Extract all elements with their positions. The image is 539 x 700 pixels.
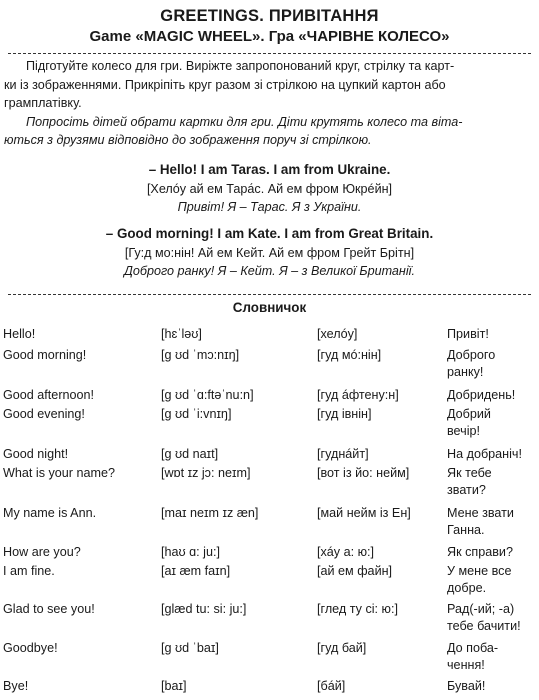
vocab-cyrillic: [гуднáйт] [317, 447, 369, 461]
vocab-ukrainian-line: Доброго [447, 348, 496, 362]
vocab-ipa: [g ʊd ˈɑ:ftəˈnu:n] [161, 388, 254, 402]
divider-top [8, 53, 531, 54]
vocab-ukrainian [447, 347, 495, 380]
vocab-english: Good night! [3, 447, 69, 461]
vocab-cyrillic: [гуд мó:нін] [317, 348, 382, 362]
dialogue-translation: Привіт! Я – Тарас. Я з України. [177, 200, 362, 214]
vocab-ukrainian: Привіт! [447, 327, 489, 341]
vocab-cyrillic: [гуд бай] [317, 641, 367, 655]
vocab-ukrainian-line: Ганна. [447, 522, 485, 537]
vocab-cyrillic: [хáу а: ю:] [317, 545, 375, 559]
vocab-cyrillic: [хелóу] [317, 327, 358, 341]
vocab-ukrainian-line: Рад(-ий; -а) [447, 602, 515, 616]
dialogue-translation: Доброго ранку! Я – Кейт. Я – з Великої Британії. [124, 264, 415, 278]
vocab-ukrainian-line: Як тебе [447, 466, 492, 480]
vocab-english: What is your name? [3, 466, 115, 480]
vocab-ipa: [g ʊd ˈi:vnɪŋ] [161, 407, 232, 421]
vocab-ukrainian-line: У мене все [447, 564, 512, 578]
dialogue-transcription: [Гу:д мо:нін! Ай ем Кейт. Ай ем фром Грейт Брітн] [124, 245, 415, 260]
vocab-cyrillic: [бáй] [317, 679, 346, 693]
divider-vocabulary [8, 294, 531, 295]
vocab-ukrainian-line: тебе бачити! [447, 618, 521, 633]
vocab-ukrainian-line: Мене звати [447, 506, 514, 520]
vocab-ukrainian [447, 465, 492, 498]
page-subtitle: Game «MAGIC WHEEL». Гра «ЧАРІВНЕ КОЛЕСО» [89, 28, 450, 45]
instruction-line: грамплатівку. [4, 96, 82, 110]
vocab-cyrillic: [вот із йо: нейм] [317, 466, 410, 480]
vocab-cyrillic: [гуд івнін] [317, 407, 372, 421]
vocab-ukrainian [447, 406, 491, 439]
vocab-ukrainian-line: До поба- [447, 641, 499, 655]
vocab-ipa: [g ʊd ˈmɔ:nɪŋ] [161, 348, 240, 362]
dialogue-transcription: [Хелóу ай ем Тара́с. Ай ем фром Юкрéйн] [146, 181, 393, 196]
vocab-ipa: [aɪ æm faɪn] [161, 564, 231, 578]
instruction-line-italic: ються з друзями відповідно до зображення поруч зі стрілкою. [4, 133, 372, 147]
vocab-ukrainian [447, 601, 521, 634]
vocab-cyrillic: [глед ту сі: ю:] [317, 602, 398, 616]
dialogue-block-2 [0, 225, 539, 281]
vocab-ukrainian-line: чення! [447, 657, 485, 672]
vocab-ukrainian-line: звати? [447, 482, 486, 497]
vocab-ipa: [maɪ neɪm ɪz æn] [161, 506, 259, 520]
dialogue-block-1 [0, 161, 539, 217]
vocab-ipa: [wɒt ɪz jɔ: neɪm] [161, 466, 251, 480]
vocab-english: Good afternoon! [3, 388, 95, 402]
vocab-english: Hello! [3, 327, 36, 341]
vocab-english: Glad to see you! [3, 602, 95, 616]
vocab-ipa: [glæd tu: si: ju:] [161, 602, 247, 616]
dialogue-english: – Hello! I am Taras. I am from Ukraine. [148, 162, 391, 177]
vocab-ukrainian [447, 563, 511, 596]
vocab-english: Good evening! [3, 407, 85, 421]
vocab-ipa: [baɪ] [161, 679, 187, 693]
vocab-ipa: [hɛˈləʊ] [161, 327, 202, 341]
vocab-ukrainian: На добраніч! [447, 447, 522, 461]
vocab-ukrainian: Добридень! [447, 388, 516, 402]
instruction-line: Підготуйте колесо для гри. Виріжте запропонований круг, стрілку та карт- [26, 59, 455, 73]
instruction-line: ки із зображеннями. Прикріпіть круг разом зі стрілкою на цупкий картон або [4, 77, 446, 92]
vocab-ipa: [g ʊd ˈbaɪ] [161, 641, 219, 655]
vocab-ukrainian: Як справи? [447, 545, 513, 559]
vocab-cyrillic: [май нейм із Ен] [317, 506, 411, 520]
vocab-ukrainian-line: добре. [447, 580, 487, 595]
vocab-english: How are you? [3, 545, 81, 559]
vocab-ukrainian [447, 640, 498, 673]
vocab-cyrillic: [ай ем файн] [317, 564, 393, 578]
vocab-english: Goodbye! [3, 641, 58, 655]
dialogue-english: – Good morning! I am Kate. I am from Great Britain. [105, 226, 434, 241]
vocab-english: Good morning! [3, 348, 87, 362]
vocab-ukrainian-line: ранку! [447, 364, 484, 379]
instructions [4, 57, 535, 150]
vocab-english: My name is Ann. [3, 506, 97, 520]
vocab-ukrainian-line: Добрий [447, 407, 491, 421]
vocab-ukrainian [447, 505, 514, 538]
vocab-ipa: [g ʊd naɪt] [161, 447, 219, 461]
vocab-ipa: [haʊ ɑ: ju:] [161, 545, 220, 559]
vocab-english: I am fine. [3, 564, 55, 578]
instruction-line-italic: Попросіть дітей обрати картки для гри. Діти крутять колесо та віта- [26, 114, 463, 129]
vocab-ukrainian: Бувай! [447, 679, 486, 693]
vocab-english: Bye! [3, 679, 29, 693]
page-title: GREETINGS. ПРИВІТАННЯ [160, 7, 379, 25]
vocab-cyrillic: [гуд áфтену:н] [317, 388, 399, 402]
vocab-ukrainian-line: вечір! [447, 423, 480, 438]
vocabulary-title: Словничок [232, 300, 307, 315]
